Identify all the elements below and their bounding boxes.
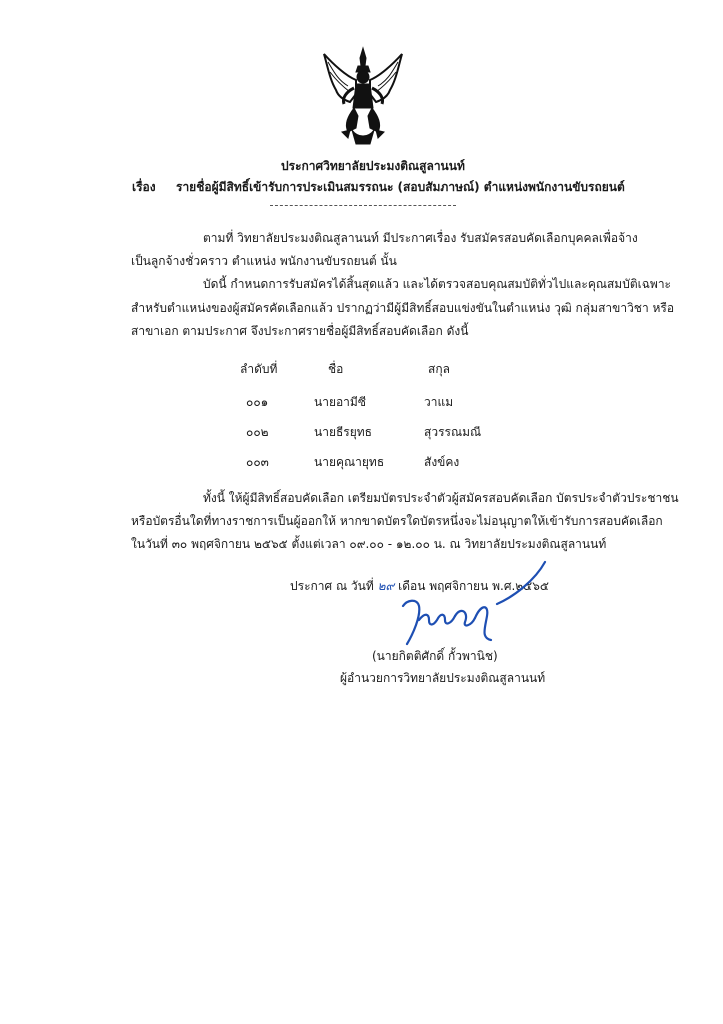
- table-cell-surname: วาแม: [424, 395, 454, 409]
- subject-text: รายชื่อผู้มีสิทธิ์เข้ารับการประเมินสมรรถนะ (สอบสัมภาษณ์) ตำแหน่งพนักงานขับรถยนต์: [176, 180, 625, 194]
- announced-day: ๒๙: [377, 579, 395, 593]
- para2-line2: สำหรับตำแหน่งของผู้สมัครคัดเลือกแล้ว ปรากฏว่ามีผู้มีสิทธิ์สอบแข่งขันในตำแหน่ง วุฒิ กลุ่มสาขาวิชา หรือ: [131, 301, 675, 315]
- para1-line2: เป็นลูกจ้างชั่วคราว ตำแหน่ง พนักงานขับรถยนต์ นั้น: [131, 254, 397, 268]
- table-header-order: ลำดับที่: [240, 362, 278, 376]
- announced-suffix: เดือน พฤศจิกายน พ.ศ.๒๕๖๕: [398, 579, 549, 593]
- table-header-name: ชื่อ: [328, 362, 344, 376]
- announced-prefix: ประกาศ ณ วันที่: [290, 579, 374, 593]
- garuda-emblem-icon: [318, 46, 408, 146]
- table-cell-order: ๐๐๓: [246, 455, 269, 469]
- table-cell-name: นายอามีซี: [314, 395, 366, 409]
- signer-name: (นายกิตติศักดิ์ กั้วพานิช): [372, 649, 498, 663]
- signer-title: ผู้อำนวยการวิทยาลัยประมงติณสูลานนท์: [340, 671, 546, 685]
- table-cell-surname: สุวรรณมณี: [424, 425, 482, 439]
- table-header-surname: สกุล: [428, 362, 450, 376]
- para3-line1: ทั้งนี้ ให้ผู้มีสิทธิ์สอบคัดเลือก เตรียมบัตรประจำตัวผู้สมัครสอบคัดเลือก บัตรประจำตัวประชาชน: [203, 491, 679, 505]
- para1-line1: ตามที่ วิทยาลัยประมงติณสูลานนท์ มีประกาศเรื่อง รับสมัครสอบคัดเลือกบุคคลเพื่อจ้าง: [203, 231, 638, 245]
- announcement-title: ประกาศวิทยาลัยประมงติณสูลานนท์: [281, 159, 465, 173]
- para2-line3: สาขาเอก ตามประกาศ จึงประกาศรายชื่อผู้มีสิทธิ์สอบคัดเลือก ดังนี้: [131, 324, 469, 338]
- title-divider: [270, 205, 456, 206]
- para3-line2: หรือบัตรอื่นใดที่ทางราชการเป็นผู้ออกให้ หากขาดบัตรใดบัตรหนึ่งจะไม่อนุญาตให้เข้ารับการสอบคัดเลือก: [131, 514, 663, 528]
- table-cell-order: ๐๐๑: [246, 395, 269, 409]
- table-cell-order: ๐๐๒: [246, 425, 269, 439]
- para3-line3: ในวันที่ ๓๐ พฤศจิกายน ๒๕๖๕ ตั้งแต่เวลา ๐๙.๐๐ - ๑๒.๐๐ น. ณ วิทยาลัยประมงติณสูลานนท์: [131, 537, 607, 551]
- para2-line1: บัดนี้ กำหนดการรับสมัครได้สิ้นสุดแล้ว และได้ตรวจสอบคุณสมบัติทั่วไปและคุณสมบัติเฉพาะ: [203, 277, 671, 291]
- handwritten-signature: [385, 560, 555, 650]
- table-cell-name: นายคุณายุทธ: [314, 455, 385, 469]
- table-cell-name: นายธีรยุทธ: [314, 425, 373, 439]
- table-cell-surname: สังข์คง: [424, 455, 460, 469]
- subject-label: เรื่อง: [132, 180, 156, 194]
